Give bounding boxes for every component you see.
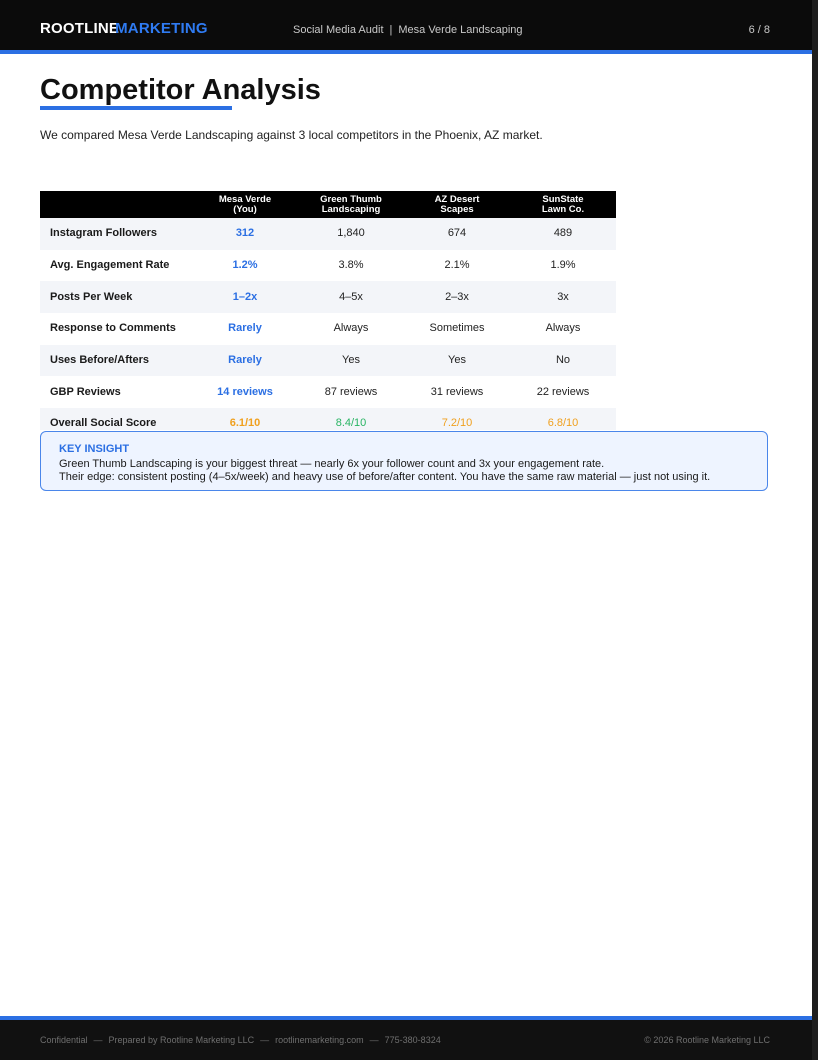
footer-confidential: Confidential: [40, 1035, 88, 1045]
table-cell: 31 reviews: [430, 385, 484, 398]
table-cell: 22 reviews: [536, 385, 590, 398]
insight-text: Their edge: consistent posting (4–5x/week) and heavy use of before/after content. You have the same raw material — just not using it.: [59, 471, 711, 483]
table-row: [40, 281, 616, 313]
table-cell: 14 reviews: [217, 385, 273, 398]
table-cell: Yes: [298, 345, 404, 377]
footer-separator: —: [260, 1035, 270, 1045]
table-row: [40, 218, 616, 250]
table-cell: Rarely: [228, 322, 262, 335]
column-header-sunstate: SunState Lawn Co.: [541, 193, 585, 215]
table-cell: 4–5x: [298, 281, 404, 313]
table-cell: 2.1%: [444, 259, 470, 272]
table-row: [40, 250, 616, 282]
table-cell: 312: [192, 218, 298, 250]
report-subtitle: [293, 24, 523, 37]
table-cell: Always: [333, 322, 369, 335]
report-title: Social Media Audit: [293, 24, 384, 36]
table-cell: Rarely: [192, 345, 298, 377]
page-header: [0, 0, 812, 50]
footer-website: rootlinemarketing.com: [275, 1035, 364, 1045]
intro-text: We compared Mesa Verde Landscaping against 3 local competitors in the Phoenix, AZ market.: [40, 128, 543, 142]
table-cell: 2–3x: [404, 281, 510, 313]
table-header-row: [40, 191, 616, 218]
footer-separator: —: [369, 1035, 379, 1045]
table-cell: 3.8%: [338, 259, 364, 272]
table-header-cell: [404, 191, 510, 218]
table-cell: 1.9%: [550, 259, 576, 272]
insight-title: KEY INSIGHT: [59, 443, 130, 455]
row-label: Posts Per Week: [40, 281, 192, 313]
score-cell: 7.2/10: [404, 408, 510, 430]
column-header-az-desert: AZ Desert Scapes: [434, 193, 480, 215]
column-header-mesa-verde: Mesa Verde (You): [218, 193, 272, 215]
row-label: Instagram Followers: [40, 218, 192, 250]
row-label: Response to Comments: [50, 322, 176, 335]
table-header-cell: [40, 191, 192, 218]
score-cell: 6.8/10: [510, 408, 616, 430]
title-underline: [40, 106, 232, 110]
score-cell: 6.1/10: [192, 408, 298, 430]
footer-separator: —: [93, 1035, 103, 1045]
table-header-cell: [510, 191, 616, 218]
table-cell: 1.2%: [232, 259, 258, 272]
table-row: [40, 345, 616, 377]
footer-copyright: © 2026 Rootline Marketing LLC: [644, 1035, 770, 1045]
table-cell: 1–2x: [192, 281, 298, 313]
key-insight-callout: [40, 431, 768, 491]
table-header-cell: [192, 191, 298, 218]
row-label: Avg. Engagement Rate: [50, 259, 170, 272]
header-accent-bar: [0, 50, 812, 54]
table-row: [40, 408, 616, 430]
brand-logo: [40, 20, 208, 38]
client-name: Mesa Verde Landscaping: [398, 24, 523, 36]
page-footer: [0, 1020, 812, 1060]
table-cell: Always: [545, 322, 581, 335]
column-header-green-thumb: Green Thumb Landscaping: [320, 193, 382, 215]
page-title: Competitor Analysis: [40, 74, 321, 106]
table-row: [40, 376, 616, 408]
table-cell: 1,840: [298, 218, 404, 250]
row-label: Uses Before/Afters: [40, 345, 192, 377]
table-cell: Yes: [404, 345, 510, 377]
table-cell: No: [510, 345, 616, 377]
table-cell: 674: [404, 218, 510, 250]
table-cell: 489: [510, 218, 616, 250]
row-label: GBP Reviews: [50, 385, 121, 398]
footer-phone: 775-380-8324: [384, 1035, 441, 1045]
insight-text: Green Thumb Landscaping is your biggest threat — nearly 6x your follower count and 3x your engagement rate.: [59, 458, 605, 470]
competitor-table: [40, 191, 616, 430]
page-number: 6 / 8: [748, 24, 770, 36]
brand-name-part1: ROOTLINE: [40, 20, 120, 37]
brand-name-part2: MARKETING: [115, 20, 208, 37]
table-row: [40, 313, 616, 345]
footer-prepared-by: Prepared by Rootline Marketing LLC: [108, 1035, 255, 1045]
table-cell: 87 reviews: [324, 385, 378, 398]
table-cell: 3x: [510, 281, 616, 313]
score-cell: 8.4/10: [298, 408, 404, 430]
table-cell: Sometimes: [429, 322, 485, 335]
footer-info: [40, 1035, 441, 1046]
viewer-edge: [812, 0, 818, 1060]
row-label: Overall Social Score: [40, 408, 192, 430]
header-separator: |: [389, 24, 393, 36]
table-header-cell: [298, 191, 404, 218]
